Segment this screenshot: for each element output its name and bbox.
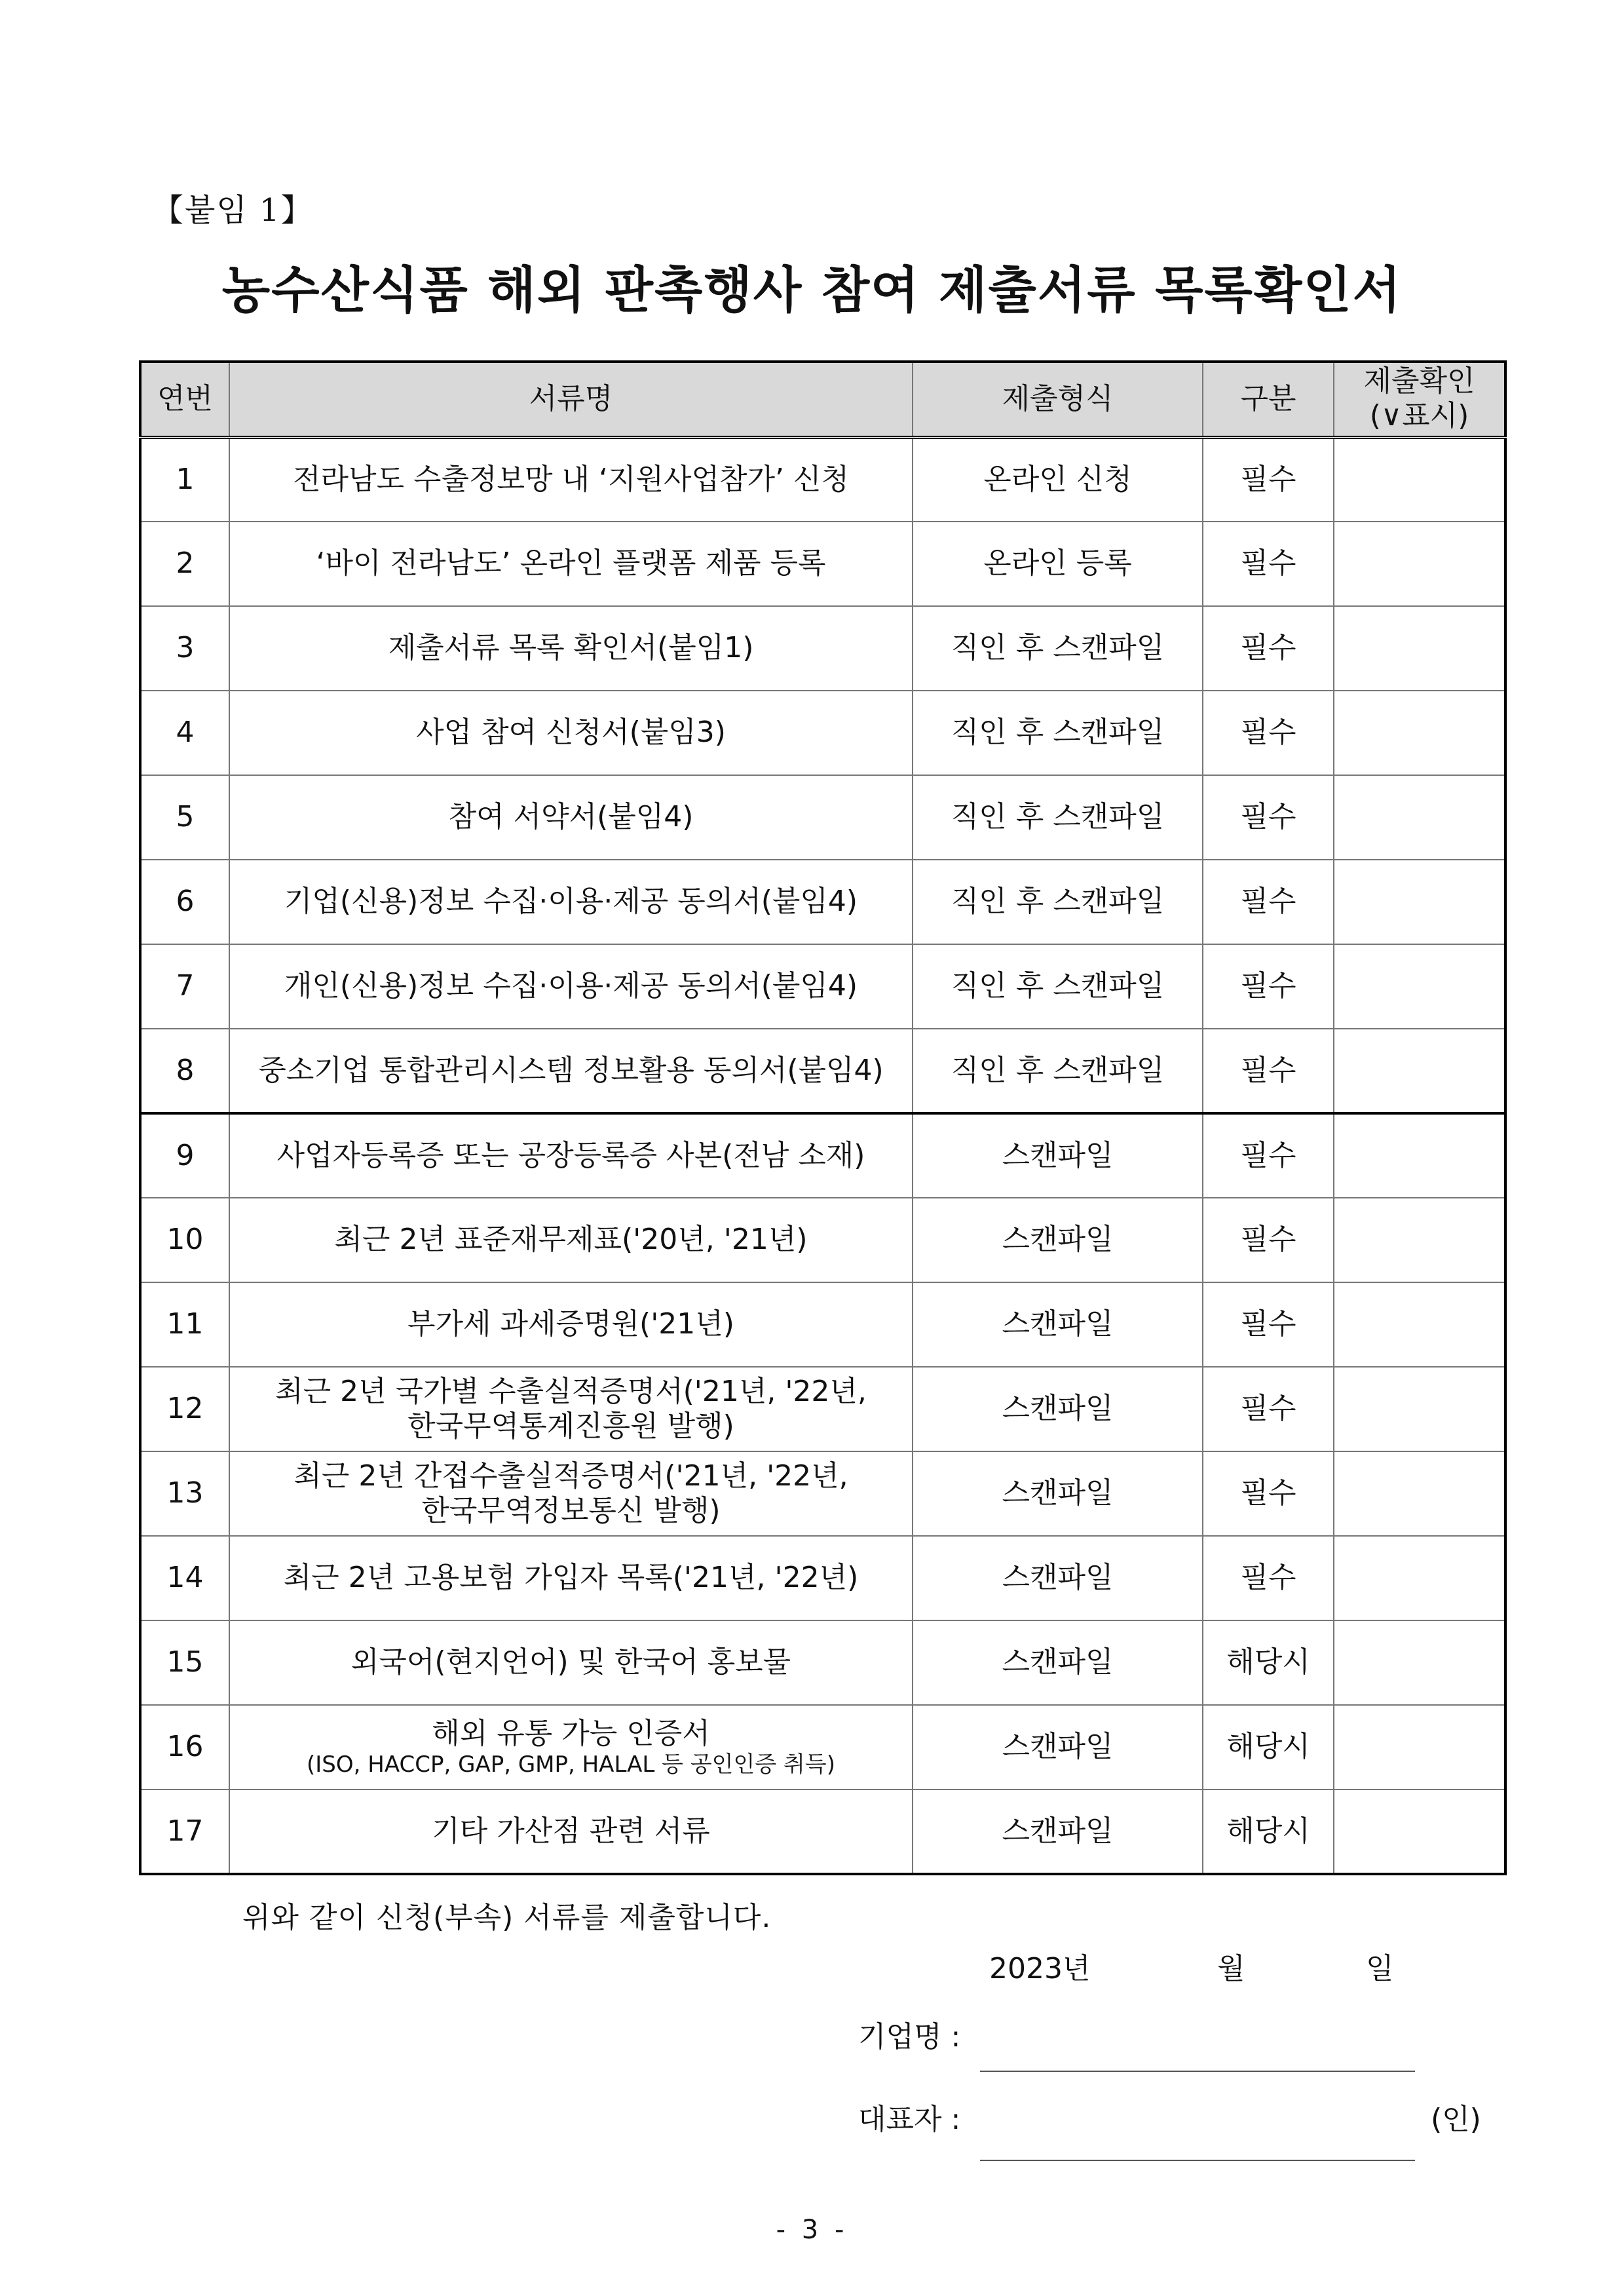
row-confirm-cell[interactable] [1334,1282,1505,1367]
row-submit-format: 스캔파일 [913,1705,1203,1789]
row-confirm-cell[interactable] [1334,1620,1505,1705]
row-submit-format: 직인 후 스캔파일 [913,691,1203,775]
row-category: 필수 [1203,1451,1334,1536]
row-submit-format: 직인 후 스캔파일 [913,1029,1203,1113]
row-confirm-cell[interactable] [1334,691,1505,775]
header-confirm-line2: (∨표시) [1369,399,1469,433]
header-category: 구분 [1203,362,1334,437]
row-submit-format: 스캔파일 [913,1198,1203,1282]
row-confirm-cell[interactable] [1334,944,1505,1029]
row-confirm-cell[interactable] [1334,1705,1505,1789]
row-no: 14 [140,1536,229,1620]
row-document-name: 최근 2년 표준재무제표('20년, '21년) [229,1198,913,1282]
row-document-name [229,1451,913,1536]
table-row [140,775,1505,860]
row-submit-format: 스캔파일 [913,1113,1203,1198]
row-document-name: 기타 가산점 관련 서류 [229,1789,913,1874]
row-category: 해당시 [1203,1620,1334,1705]
row-category: 필수 [1203,1536,1334,1620]
row-no: 12 [140,1367,229,1451]
row-confirm-cell[interactable] [1334,1367,1505,1451]
row-no: 2 [140,522,229,606]
row-document-name-line2: 한국무역통계진흥원 발행) [407,1409,734,1443]
row-document-name [229,1705,913,1789]
date-year: 2023년 [989,1952,1091,1985]
row-document-name: 외국어(현지언어) 및 한국어 홍보물 [229,1620,913,1705]
header-no: 연번 [140,362,229,437]
row-document-name: 최근 2년 고용보험 가입자 목록('21년, '22년) [229,1536,913,1620]
company-name-line[interactable] [980,2071,1415,2072]
row-document-name: 제출서류 목록 확인서(붙임1) [229,606,913,691]
row-no: 17 [140,1789,229,1874]
table-row [140,522,1505,606]
row-category: 필수 [1203,1113,1334,1198]
table-row [140,1705,1505,1789]
row-submit-format: 온라인 등록 [913,522,1203,606]
row-no: 3 [140,606,229,691]
table-row [140,1029,1505,1113]
table-row [140,1789,1505,1874]
row-submit-format: 직인 후 스캔파일 [913,606,1203,691]
row-category: 필수 [1203,1282,1334,1367]
row-confirm-cell[interactable] [1334,522,1505,606]
row-submit-format: 스캔파일 [913,1620,1203,1705]
row-document-name: 기업(신용)정보 수집·이용·제공 동의서(붙임4) [229,860,913,944]
table-row [140,1113,1505,1198]
row-category: 필수 [1203,606,1334,691]
ceo-name-line[interactable] [980,2160,1415,2161]
table-row [140,1536,1505,1620]
row-category: 필수 [1203,775,1334,860]
row-category: 필수 [1203,437,1334,522]
table-row [140,1620,1505,1705]
row-document-name: 중소기업 통합관리시스템 정보활용 동의서(붙임4) [229,1029,913,1113]
row-document-name: ‘바이 전라남도’ 온라인 플랫폼 제품 등록 [229,522,913,606]
row-category: 필수 [1203,691,1334,775]
row-confirm-cell[interactable] [1334,1536,1505,1620]
row-confirm-cell[interactable] [1334,1789,1505,1874]
row-document-name: 참여 서약서(붙임4) [229,775,913,860]
row-document-name-line1: 해외 유통 가능 인증서 [432,1716,710,1750]
row-submit-format: 스캔파일 [913,1367,1203,1451]
table-header-row [140,362,1505,437]
table-row [140,1451,1505,1536]
row-confirm-cell[interactable] [1334,1451,1505,1536]
row-document-name: 전라남도 수출정보망 내 ‘지원사업참가’ 신청 [229,437,913,522]
row-submit-format: 스캔파일 [913,1789,1203,1874]
header-confirm-line1: 제출확인 [1363,364,1475,398]
table-row [140,606,1505,691]
row-submit-format: 스캔파일 [913,1282,1203,1367]
header-confirm [1334,362,1505,437]
header-document-name: 서류명 [229,362,913,437]
attachment-label: 【붙임 1】 [152,192,314,229]
row-no: 16 [140,1705,229,1789]
row-category: 해당시 [1203,1789,1334,1874]
row-category: 필수 [1203,860,1334,944]
row-submit-format: 스캔파일 [913,1451,1203,1536]
row-category: 필수 [1203,522,1334,606]
row-confirm-cell[interactable] [1334,1113,1505,1198]
ceo-name-label: 대표자 : [858,2103,961,2136]
row-no: 9 [140,1113,229,1198]
row-confirm-cell[interactable] [1334,1198,1505,1282]
row-category: 필수 [1203,1198,1334,1282]
row-category: 필수 [1203,944,1334,1029]
header-submit-format: 제출형식 [913,362,1203,437]
row-no: 6 [140,860,229,944]
table-row [140,860,1505,944]
row-confirm-cell[interactable] [1334,775,1505,860]
table-row [140,437,1505,522]
row-category: 필수 [1203,1367,1334,1451]
company-name-label: 기업명 : [858,2020,961,2054]
row-document-name: 사업 참여 신청서(붙임3) [229,691,913,775]
table-row [140,1282,1505,1367]
row-document-name-line2: 한국무역정보통신 발행) [421,1493,721,1527]
row-no: 7 [140,944,229,1029]
declaration-text: 위와 같이 신청(부속) 서류를 제출합니다. [242,1901,772,1934]
row-no: 11 [140,1282,229,1367]
table-row [140,1367,1505,1451]
row-document-name-line1: 최근 2년 국가별 수출실적증명서('21년, '22년, [275,1374,867,1408]
date-month: 월 [1217,1952,1245,1985]
row-confirm-cell[interactable] [1334,1029,1505,1113]
row-submit-format: 직인 후 스캔파일 [913,860,1203,944]
row-no: 15 [140,1620,229,1705]
document-checklist-table [139,360,1507,1875]
seal-label: (인) [1431,2103,1481,2136]
table-row [140,1198,1505,1282]
document-title: 농수산식품 해외 판촉행사 참여 제출서류 목록확인서 [221,261,1403,319]
row-confirm-cell[interactable] [1334,860,1505,944]
row-confirm-cell[interactable] [1334,437,1505,522]
row-submit-format: 직인 후 스캔파일 [913,775,1203,860]
row-document-name: 부가세 과세증명원('21년) [229,1282,913,1367]
row-document-name-line2: (ISO, HACCP, GAP, GMP, HALAL 등 공인인증 취득) [307,1751,835,1778]
table-row [140,944,1505,1029]
row-submit-format: 스캔파일 [913,1536,1203,1620]
row-category: 해당시 [1203,1705,1334,1789]
row-document-name [229,1367,913,1451]
row-no: 13 [140,1451,229,1536]
row-no: 10 [140,1198,229,1282]
row-no: 5 [140,775,229,860]
date-day: 일 [1366,1952,1394,1985]
row-document-name-line1: 최근 2년 간접수출실적증명서('21년, '22년, [293,1459,848,1493]
row-category: 필수 [1203,1029,1334,1113]
row-confirm-cell[interactable] [1334,606,1505,691]
row-submit-format: 직인 후 스캔파일 [913,944,1203,1029]
table-row [140,691,1505,775]
row-no: 8 [140,1029,229,1113]
row-submit-format: 온라인 신청 [913,437,1203,522]
row-document-name: 사업자등록증 또는 공장등록증 사본(전남 소재) [229,1113,913,1198]
row-document-name: 개인(신용)정보 수집·이용·제공 동의서(붙임4) [229,944,913,1029]
row-no: 1 [140,437,229,522]
page-number: - 3 - [776,2215,848,2245]
row-no: 4 [140,691,229,775]
